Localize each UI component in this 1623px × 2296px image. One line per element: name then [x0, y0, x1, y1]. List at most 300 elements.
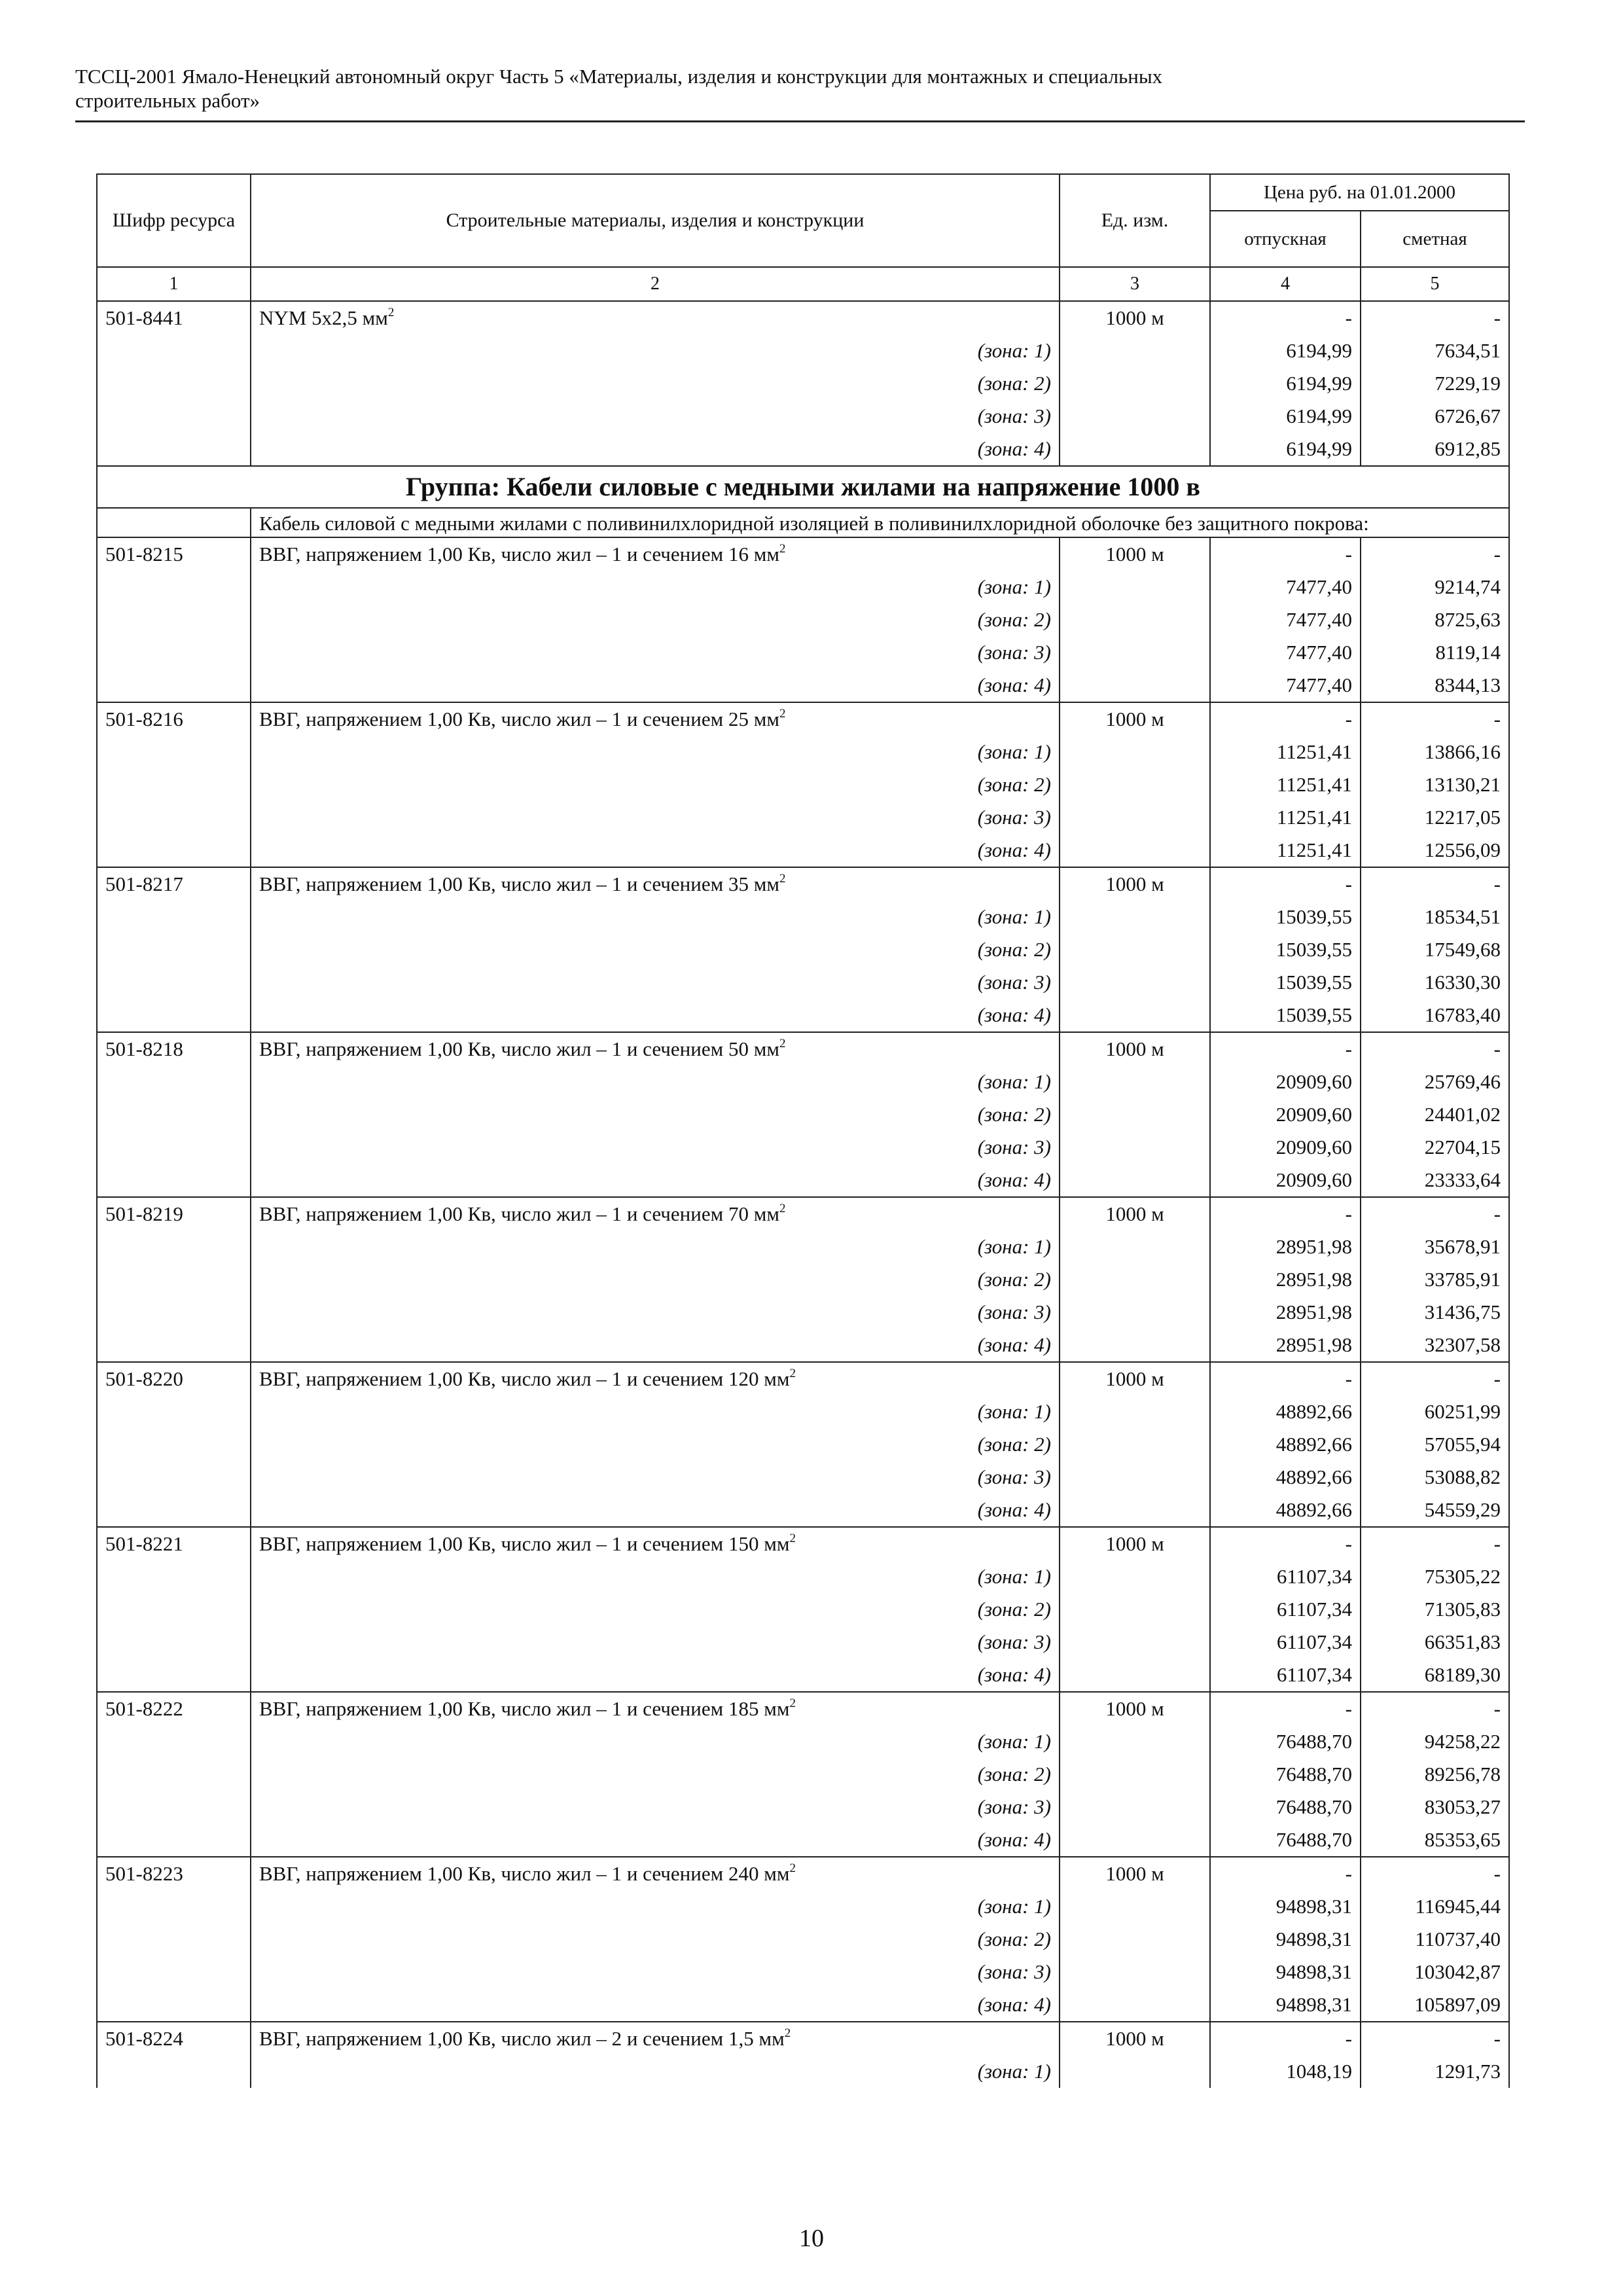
- empty-unit-cell: [1060, 433, 1210, 466]
- price-estimate: 6726,67: [1361, 400, 1509, 433]
- price-release: 28951,98: [1210, 1329, 1361, 1362]
- group-row: [97, 466, 1509, 508]
- price-estimate: 31436,75: [1361, 1296, 1509, 1329]
- empty-code-cell: [97, 1395, 251, 1428]
- zone-row: [97, 1791, 1509, 1823]
- price-release: 20909,60: [1210, 1066, 1361, 1098]
- material-name-text: ВВГ, напряжением 1,00 Кв, число жил – 1 и сечением 35 мм: [259, 872, 779, 895]
- empty-code-cell: [97, 1626, 251, 1659]
- empty-code-cell: [97, 1329, 251, 1362]
- zone-label: (зона: 1): [251, 2055, 1060, 2088]
- zone-label: (зона: 4): [251, 834, 1060, 867]
- zone-row: [97, 1164, 1509, 1197]
- zone-label: (зона: 4): [251, 433, 1060, 466]
- header-price-estimate: сметная: [1361, 211, 1509, 267]
- zone-label: (зона: 2): [251, 1263, 1060, 1296]
- zone-row: [97, 1263, 1509, 1296]
- empty-unit-cell: [1060, 1164, 1210, 1197]
- zone-row: [97, 433, 1509, 466]
- zone-label: (зона: 1): [251, 334, 1060, 367]
- header-code: Шифр ресурса: [97, 174, 251, 267]
- unit-value: 1000 м: [1060, 1362, 1210, 1395]
- empty-code-cell: [97, 999, 251, 1032]
- zone-row: [97, 1098, 1509, 1131]
- zone-row: [97, 999, 1509, 1032]
- price-estimate: -: [1361, 1197, 1509, 1230]
- unit-exponent: 2: [779, 872, 786, 886]
- empty-unit-cell: [1060, 1098, 1210, 1131]
- material-name-text: ВВГ, напряжением 1,00 Кв, число жил – 1 и сечением 25 мм: [259, 708, 779, 730]
- price-estimate: 24401,02: [1361, 1098, 1509, 1131]
- unit-exponent: 2: [789, 1696, 796, 1710]
- empty-unit-cell: [1060, 1329, 1210, 1362]
- table-row: [97, 867, 1509, 901]
- price-release: 94898,31: [1210, 1988, 1361, 2022]
- price-estimate: 8344,13: [1361, 669, 1509, 702]
- price-release: 94898,31: [1210, 1956, 1361, 1988]
- empty-code-cell: [97, 2055, 251, 2088]
- empty-unit-cell: [1060, 571, 1210, 603]
- price-estimate: 13130,21: [1361, 768, 1509, 801]
- table-row: [97, 301, 1509, 334]
- table-row: [97, 1197, 1509, 1230]
- resource-code: 501-8224: [97, 2022, 251, 2055]
- price-release: 48892,66: [1210, 1461, 1361, 1494]
- price-estimate: 13866,16: [1361, 736, 1509, 768]
- zone-label: (зона: 4): [251, 1329, 1060, 1362]
- unit-value: 1000 м: [1060, 537, 1210, 571]
- price-estimate: 9214,74: [1361, 571, 1509, 603]
- unit-exponent: 2: [779, 707, 786, 721]
- header-line-1: ТССЦ-2001 Ямало-Ненецкий автономный округ Часть 5 «Материалы, изделия и конструкции для монтажных и специальных: [75, 65, 1163, 88]
- empty-code-cell: [97, 1461, 251, 1494]
- header-unit: Ед. изм.: [1060, 174, 1210, 267]
- price-estimate: -: [1361, 1857, 1509, 1890]
- zone-row: [97, 1725, 1509, 1758]
- zone-label: (зона: 3): [251, 400, 1060, 433]
- zone-row: [97, 400, 1509, 433]
- price-release: 11251,41: [1210, 834, 1361, 867]
- price-table: [96, 173, 1510, 2088]
- table-row: [97, 1527, 1509, 1560]
- price-estimate: 110737,40: [1361, 1923, 1509, 1956]
- resource-code: 501-8219: [97, 1197, 251, 1230]
- group-section: [97, 466, 1509, 537]
- price-release: 94898,31: [1210, 1890, 1361, 1923]
- price-estimate: 18534,51: [1361, 901, 1509, 933]
- material-name: [251, 537, 1060, 571]
- empty-unit-cell: [1060, 2055, 1210, 2088]
- items-group: [97, 537, 1509, 2088]
- zone-label: (зона: 3): [251, 801, 1060, 834]
- price-estimate: 23333,64: [1361, 1164, 1509, 1197]
- header-name: Строительные материалы, изделия и конструкции: [251, 174, 1060, 267]
- zone-row: [97, 901, 1509, 933]
- zone-label: (зона: 1): [251, 1230, 1060, 1263]
- empty-unit-cell: [1060, 1131, 1210, 1164]
- zone-label: (зона: 1): [251, 901, 1060, 933]
- zone-label: (зона: 2): [251, 768, 1060, 801]
- material-name-text: ВВГ, напряжением 1,00 Кв, число жил – 2 и сечением 1,5 мм: [259, 2027, 785, 2050]
- empty-unit-cell: [1060, 1263, 1210, 1296]
- unit-value: 1000 м: [1060, 867, 1210, 901]
- zone-label: (зона: 1): [251, 1725, 1060, 1758]
- page-number: 10: [799, 2225, 824, 2252]
- price-estimate: 57055,94: [1361, 1428, 1509, 1461]
- empty-unit-cell: [1060, 1066, 1210, 1098]
- price-release: 7477,40: [1210, 669, 1361, 702]
- empty-code-cell: [97, 1988, 251, 2022]
- empty-code-cell: [97, 1098, 251, 1131]
- zone-row: [97, 1956, 1509, 1988]
- items-before-group: [97, 301, 1509, 466]
- empty-code-cell: [97, 901, 251, 933]
- column-number: 1: [97, 267, 251, 301]
- price-release: -: [1210, 301, 1361, 334]
- zone-row: [97, 1329, 1509, 1362]
- price-release: 76488,70: [1210, 1725, 1361, 1758]
- zone-label: (зона: 4): [251, 1823, 1060, 1857]
- material-name-text: ВВГ, напряжением 1,00 Кв, число жил – 1 и сечением 185 мм: [259, 1697, 790, 1720]
- empty-code-cell: [97, 571, 251, 603]
- price-release: 6194,99: [1210, 400, 1361, 433]
- zone-row: [97, 1428, 1509, 1461]
- zone-label: (зона: 2): [251, 933, 1060, 966]
- price-estimate: 25769,46: [1361, 1066, 1509, 1098]
- zone-label: (зона: 4): [251, 669, 1060, 702]
- empty-unit-cell: [1060, 1758, 1210, 1791]
- price-release: -: [1210, 1362, 1361, 1395]
- zone-row: [97, 1988, 1509, 2022]
- zone-label: (зона: 3): [251, 966, 1060, 999]
- empty-code-cell: [97, 433, 251, 466]
- empty-code-cell: [97, 1494, 251, 1527]
- price-estimate: 53088,82: [1361, 1461, 1509, 1494]
- empty-code-cell: [97, 966, 251, 999]
- material-name: [251, 1032, 1060, 1066]
- price-estimate: 66351,83: [1361, 1626, 1509, 1659]
- price-release: -: [1210, 1692, 1361, 1725]
- price-release: 11251,41: [1210, 801, 1361, 834]
- price-release: -: [1210, 702, 1361, 736]
- price-estimate: 116945,44: [1361, 1890, 1509, 1923]
- price-estimate: -: [1361, 537, 1509, 571]
- zone-label: (зона: 3): [251, 1131, 1060, 1164]
- header-price-release: отпускная: [1210, 211, 1361, 267]
- price-estimate: 8119,14: [1361, 636, 1509, 669]
- empty-unit-cell: [1060, 1395, 1210, 1428]
- table-row: [97, 1857, 1509, 1890]
- table-row: [97, 1032, 1509, 1066]
- header-rule: [75, 120, 1525, 122]
- empty-unit-cell: [1060, 1428, 1210, 1461]
- empty-code-cell: [97, 1823, 251, 1857]
- price-release: 20909,60: [1210, 1098, 1361, 1131]
- resource-code: 501-8441: [97, 301, 251, 334]
- zone-row: [97, 966, 1509, 999]
- price-release: -: [1210, 2022, 1361, 2055]
- empty-code-cell: [97, 367, 251, 400]
- column-number: 4: [1210, 267, 1361, 301]
- empty-unit-cell: [1060, 334, 1210, 367]
- price-estimate: -: [1361, 1692, 1509, 1725]
- price-release: -: [1210, 537, 1361, 571]
- zone-label: (зона: 1): [251, 736, 1060, 768]
- price-release: 28951,98: [1210, 1263, 1361, 1296]
- zone-label: (зона: 1): [251, 1395, 1060, 1428]
- empty-unit-cell: [1060, 1659, 1210, 1692]
- zone-label: (зона: 2): [251, 1758, 1060, 1791]
- empty-code-cell: [97, 1131, 251, 1164]
- zone-row: [97, 1758, 1509, 1791]
- resource-code: 501-8217: [97, 867, 251, 901]
- empty-unit-cell: [1060, 1626, 1210, 1659]
- empty-code-cell: [97, 1659, 251, 1692]
- empty-unit-cell: [1060, 801, 1210, 834]
- zone-row: [97, 1560, 1509, 1593]
- price-estimate: 60251,99: [1361, 1395, 1509, 1428]
- price-release: 1048,19: [1210, 2055, 1361, 2088]
- zone-row: [97, 1626, 1509, 1659]
- price-estimate: 83053,27: [1361, 1791, 1509, 1823]
- unit-exponent: 2: [387, 306, 395, 319]
- zone-label: (зона: 3): [251, 1296, 1060, 1329]
- zone-label: (зона: 1): [251, 571, 1060, 603]
- zone-label: (зона: 1): [251, 1890, 1060, 1923]
- zone-label: (зона: 3): [251, 1461, 1060, 1494]
- empty-code-cell: [97, 400, 251, 433]
- price-estimate: 85353,65: [1361, 1823, 1509, 1857]
- zone-label: (зона: 1): [251, 1560, 1060, 1593]
- empty-code-cell: [97, 768, 251, 801]
- price-estimate: -: [1361, 867, 1509, 901]
- unit-value: 1000 м: [1060, 1527, 1210, 1560]
- unit-value: 1000 м: [1060, 1032, 1210, 1066]
- empty-unit-cell: [1060, 1560, 1210, 1593]
- unit-value: 1000 м: [1060, 1692, 1210, 1725]
- empty-code-cell: [97, 1890, 251, 1923]
- zone-row: [97, 571, 1509, 603]
- zone-row: [97, 1230, 1509, 1263]
- column-number: 2: [251, 267, 1060, 301]
- material-name-text: ВВГ, напряжением 1,00 Кв, число жил – 1 и сечением 150 мм: [259, 1532, 790, 1555]
- zone-label: (зона: 1): [251, 1066, 1060, 1098]
- price-release: 15039,55: [1210, 999, 1361, 1032]
- empty-unit-cell: [1060, 1296, 1210, 1329]
- price-estimate: -: [1361, 702, 1509, 736]
- zone-label: (зона: 4): [251, 1494, 1060, 1527]
- empty-code-cell: [97, 1791, 251, 1823]
- empty-code-cell: [97, 801, 251, 834]
- header-price-group: Цена руб. на 01.01.2000: [1210, 174, 1509, 211]
- zone-row: [97, 669, 1509, 702]
- price-release: 48892,66: [1210, 1494, 1361, 1527]
- group-title: Группа: Кабели силовые с медными жилами на напряжение 1000 в: [97, 466, 1509, 508]
- price-release: 7477,40: [1210, 603, 1361, 636]
- material-name-text: ВВГ, напряжением 1,00 Кв, число жил – 1 и сечением 240 мм: [259, 1862, 790, 1885]
- price-release: 61107,34: [1210, 1659, 1361, 1692]
- zone-label: (зона: 4): [251, 999, 1060, 1032]
- unit-value: 1000 м: [1060, 1197, 1210, 1230]
- price-release: 11251,41: [1210, 736, 1361, 768]
- price-estimate: 32307,58: [1361, 1329, 1509, 1362]
- empty-unit-cell: [1060, 669, 1210, 702]
- unit-exponent: 2: [779, 1202, 786, 1215]
- resource-code: 501-8223: [97, 1857, 251, 1890]
- price-release: 61107,34: [1210, 1593, 1361, 1626]
- empty-code-cell: [97, 1956, 251, 1988]
- zone-row: [97, 768, 1509, 801]
- empty-unit-cell: [1060, 1988, 1210, 2022]
- material-name: [251, 1527, 1060, 1560]
- zone-label: (зона: 3): [251, 1626, 1060, 1659]
- material-name: [251, 1197, 1060, 1230]
- material-name: [251, 1857, 1060, 1890]
- empty-unit-cell: [1060, 736, 1210, 768]
- empty-unit-cell: [1060, 768, 1210, 801]
- price-release: 11251,41: [1210, 768, 1361, 801]
- price-release: 76488,70: [1210, 1823, 1361, 1857]
- empty-code-cell: [97, 1296, 251, 1329]
- price-estimate: 12556,09: [1361, 834, 1509, 867]
- empty-code-cell: [97, 1725, 251, 1758]
- empty-code-cell: [97, 933, 251, 966]
- subgroup-text: Кабель силовой с медными жилами с поливинилхлоридной изоляцией в поливинилхлоридной оболочке без защитного покрова:: [251, 508, 1509, 537]
- zone-label: (зона: 3): [251, 636, 1060, 669]
- price-release: 6194,99: [1210, 334, 1361, 367]
- zone-label: (зона: 4): [251, 1988, 1060, 2022]
- price-estimate: 12217,05: [1361, 801, 1509, 834]
- empty-unit-cell: [1060, 603, 1210, 636]
- price-release: 7477,40: [1210, 636, 1361, 669]
- price-release: 76488,70: [1210, 1758, 1361, 1791]
- zone-row: [97, 933, 1509, 966]
- empty-unit-cell: [1060, 1823, 1210, 1857]
- price-release: 61107,34: [1210, 1626, 1361, 1659]
- resource-code: 501-8221: [97, 1527, 251, 1560]
- resource-code: 501-8220: [97, 1362, 251, 1395]
- zone-label: (зона: 2): [251, 603, 1060, 636]
- empty-code-cell: [97, 603, 251, 636]
- empty-unit-cell: [1060, 1494, 1210, 1527]
- column-number: 3: [1060, 267, 1210, 301]
- price-estimate: 17549,68: [1361, 933, 1509, 966]
- price-release: -: [1210, 1032, 1361, 1066]
- zone-row: [97, 1923, 1509, 1956]
- price-release: 20909,60: [1210, 1131, 1361, 1164]
- unit-value: 1000 м: [1060, 1857, 1210, 1890]
- price-estimate: -: [1361, 2022, 1509, 2055]
- price-estimate: 16330,30: [1361, 966, 1509, 999]
- price-release: 76488,70: [1210, 1791, 1361, 1823]
- subgroup-row: [97, 508, 1509, 537]
- material-name-text: ВВГ, напряжением 1,00 Кв, число жил – 1 и сечением 50 мм: [259, 1037, 779, 1060]
- unit-exponent: 2: [784, 2026, 791, 2040]
- empty-code-cell: [97, 834, 251, 867]
- material-name-text: ВВГ, напряжением 1,00 Кв, число жил – 1 и сечением 70 мм: [259, 1202, 779, 1225]
- unit-exponent: 2: [789, 1532, 796, 1545]
- price-estimate: 94258,22: [1361, 1725, 1509, 1758]
- price-estimate: 54559,29: [1361, 1494, 1509, 1527]
- zone-label: (зона: 2): [251, 367, 1060, 400]
- price-estimate: 68189,30: [1361, 1659, 1509, 1692]
- material-name: [251, 301, 1060, 334]
- empty-code-cell: [97, 1428, 251, 1461]
- zone-row: [97, 1890, 1509, 1923]
- empty-unit-cell: [1060, 999, 1210, 1032]
- price-estimate: 71305,83: [1361, 1593, 1509, 1626]
- zone-label: (зона: 2): [251, 1098, 1060, 1131]
- table-row: [97, 702, 1509, 736]
- price-estimate: 103042,87: [1361, 1956, 1509, 1988]
- price-release: 28951,98: [1210, 1230, 1361, 1263]
- zone-row: [97, 1131, 1509, 1164]
- zone-row: [97, 2055, 1509, 2088]
- zone-label: (зона: 4): [251, 1659, 1060, 1692]
- price-release: -: [1210, 1857, 1361, 1890]
- table-row: [97, 1362, 1509, 1395]
- price-estimate: 105897,09: [1361, 1988, 1509, 2022]
- column-numbers-row: [97, 267, 1509, 301]
- column-number: 5: [1361, 267, 1509, 301]
- zone-row: [97, 1395, 1509, 1428]
- empty-code-cell: [97, 736, 251, 768]
- zone-label: (зона: 3): [251, 1791, 1060, 1823]
- price-estimate: 8725,63: [1361, 603, 1509, 636]
- empty-code-cell: [97, 1923, 251, 1956]
- unit-exponent: 2: [779, 542, 786, 556]
- price-release: 94898,31: [1210, 1923, 1361, 1956]
- price-release: 48892,66: [1210, 1428, 1361, 1461]
- price-release: -: [1210, 1527, 1361, 1560]
- zone-row: [97, 636, 1509, 669]
- empty-code-cell: [97, 1560, 251, 1593]
- empty-code-cell: [97, 636, 251, 669]
- empty-unit-cell: [1060, 901, 1210, 933]
- empty-code-cell: [97, 334, 251, 367]
- header-line-2: строительных работ»: [75, 89, 260, 112]
- price-release: 7477,40: [1210, 571, 1361, 603]
- empty-code-cell: [97, 1164, 251, 1197]
- price-estimate: -: [1361, 1032, 1509, 1066]
- price-estimate: 22704,15: [1361, 1131, 1509, 1164]
- unit-value: 1000 м: [1060, 702, 1210, 736]
- empty-code-cell: [97, 1066, 251, 1098]
- material-name-text: NYM 5x2,5 мм: [259, 306, 388, 329]
- price-release: 6194,99: [1210, 367, 1361, 400]
- empty-unit-cell: [1060, 1725, 1210, 1758]
- empty-unit-cell: [1060, 1956, 1210, 1988]
- zone-label: (зона: 2): [251, 1428, 1060, 1461]
- resource-code: 501-8218: [97, 1032, 251, 1066]
- price-release: 15039,55: [1210, 901, 1361, 933]
- material-name: [251, 2022, 1060, 2055]
- zone-row: [97, 603, 1509, 636]
- resource-code: 501-8215: [97, 537, 251, 571]
- price-release: 48892,66: [1210, 1395, 1361, 1428]
- zone-row: [97, 801, 1509, 834]
- zone-row: [97, 334, 1509, 367]
- resource-code: 501-8216: [97, 702, 251, 736]
- empty-unit-cell: [1060, 400, 1210, 433]
- material-name-text: ВВГ, напряжением 1,00 Кв, число жил – 1 и сечением 120 мм: [259, 1367, 790, 1390]
- price-estimate: -: [1361, 1527, 1509, 1560]
- price-release: -: [1210, 1197, 1361, 1230]
- empty-unit-cell: [1060, 1461, 1210, 1494]
- price-release: 15039,55: [1210, 966, 1361, 999]
- empty-code-cell: [97, 1263, 251, 1296]
- zone-label: (зона: 2): [251, 1593, 1060, 1626]
